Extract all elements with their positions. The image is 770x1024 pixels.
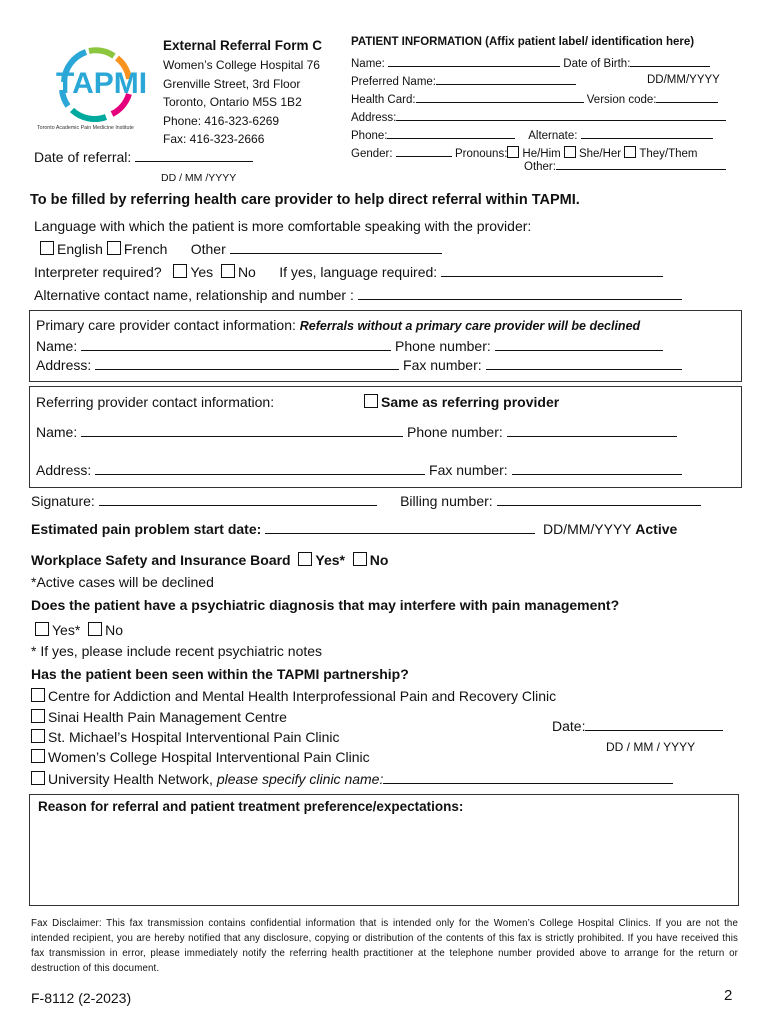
date-of-referral-format: DD / MM /YYYY bbox=[161, 172, 237, 184]
wsib-no-label: No bbox=[369, 552, 389, 568]
pronoun-they-label: They/Them bbox=[639, 148, 698, 160]
clinic-stmichaels-checkbox[interactable] bbox=[31, 729, 45, 743]
interpreter-yes-label: Yes bbox=[190, 264, 214, 280]
psych-yes-label: Yes* bbox=[52, 622, 81, 638]
clinic-option bbox=[31, 770, 673, 787]
pain-start-row bbox=[31, 520, 677, 537]
referring-address-field[interactable] bbox=[95, 461, 425, 475]
primary-care-heading-row bbox=[36, 317, 640, 333]
referring-address-row bbox=[36, 461, 682, 478]
gender-field[interactable] bbox=[396, 143, 452, 157]
signature-label: Signature: bbox=[31, 493, 95, 509]
address-line: Toronto, Ontario M5S 1B2 bbox=[163, 95, 302, 109]
same-as-referring-checkbox[interactable] bbox=[364, 394, 378, 408]
dob-format: DD/MM/YYYY bbox=[647, 74, 720, 86]
french-checkbox[interactable] bbox=[107, 241, 121, 255]
clinic-option bbox=[31, 688, 556, 704]
gender-label: Gender: bbox=[351, 148, 393, 160]
alt-contact-label: Alternative contact name, relationship and number : bbox=[34, 287, 354, 303]
primary-care-phone-field[interactable] bbox=[495, 337, 663, 351]
signature-field[interactable] bbox=[99, 492, 377, 506]
patient-alternate-field[interactable] bbox=[581, 125, 713, 139]
signature-row bbox=[31, 492, 701, 509]
pronoun-other-field[interactable] bbox=[556, 156, 726, 170]
patient-address-label: Address: bbox=[351, 112, 397, 124]
page-number: 2 bbox=[724, 987, 733, 1004]
seen-date-field[interactable] bbox=[585, 717, 723, 731]
other-language-field[interactable] bbox=[230, 240, 442, 254]
tapmi-logo-subtitle: Toronto Academic Pain Medicine Institute bbox=[37, 125, 134, 131]
primary-care-address-row bbox=[36, 356, 682, 373]
tapmi-logo bbox=[34, 34, 156, 140]
date-of-referral-row bbox=[34, 148, 253, 165]
primary-care-label: Primary care provider contact information: bbox=[36, 317, 296, 333]
psych-note: * If yes, please include recent psychiatric notes bbox=[31, 643, 323, 659]
form-title: External Referral Form C bbox=[163, 38, 323, 53]
pronoun-she-label: She/Her bbox=[578, 148, 622, 160]
date-of-referral-label: Date of referral: bbox=[34, 149, 132, 165]
referring-name-label: Name: bbox=[36, 424, 78, 440]
clinic-option bbox=[31, 749, 370, 765]
psych-question: Does the patient have a psychiatric diagnosis that may interfere with pain management? bbox=[31, 597, 620, 613]
tapmi-logo-text: TAPMI bbox=[56, 67, 148, 100]
pronoun-other-row bbox=[524, 156, 726, 176]
pronoun-other-label: Other: bbox=[524, 161, 556, 173]
alt-contact-row bbox=[34, 286, 682, 303]
clinic-camh-checkbox[interactable] bbox=[31, 688, 45, 702]
pain-active-label: Active bbox=[635, 521, 678, 537]
patient-address-row bbox=[351, 107, 726, 127]
english-label: English bbox=[57, 241, 103, 257]
referring-name-field[interactable] bbox=[81, 423, 403, 437]
language-question: Language with which the patient is more comfortable speaking with the provider: bbox=[34, 218, 532, 234]
pronoun-he-checkbox[interactable] bbox=[507, 146, 519, 158]
referring-address-label: Address: bbox=[36, 462, 92, 478]
primary-care-name-field[interactable] bbox=[81, 337, 391, 351]
patient-name-label: Name: bbox=[351, 58, 385, 70]
fax-disclaimer: Fax Disclaimer: This fax transmission contains confidential information that is intended only for the Women’s College Hospital Clinics. If you are not the intended recipient, you are hereby notified that any disclosure, copying or distribution of the contents of this fax is strictly prohibited. If you have received this fax transmission in error, please immediately notify the referring health practitioner at the telephone number provided above to arrange for the return or destruction of this document. bbox=[31, 918, 738, 974]
clinic-option bbox=[31, 729, 340, 745]
patient-phone-field[interactable] bbox=[387, 125, 515, 139]
clinic-wch-checkbox[interactable] bbox=[31, 749, 45, 763]
provider-section-heading: To be filled by referring health care provider to help direct referral within TAPMI. bbox=[30, 192, 580, 208]
pronouns-label: Pronouns: bbox=[454, 148, 508, 160]
patient-phone-row bbox=[351, 125, 713, 145]
clinic-uhn-label: University Health Network, bbox=[48, 771, 213, 787]
version-code-label: Version code: bbox=[586, 94, 657, 106]
clinic-uhn-field[interactable] bbox=[383, 770, 673, 784]
clinic-sinai-checkbox[interactable] bbox=[31, 709, 45, 723]
primary-care-address-label: Address: bbox=[36, 357, 92, 373]
psych-no-label: No bbox=[105, 622, 123, 638]
address-line: Phone: 416-323-6269 bbox=[163, 113, 280, 128]
clinic-camh-label: Centre for Addiction and Mental Health Interprofessional Pain and Recovery Clinic bbox=[48, 688, 557, 704]
primary-care-phone-label: Phone number: bbox=[395, 338, 491, 354]
primary-care-fax-field[interactable] bbox=[486, 356, 682, 370]
psych-options-row bbox=[35, 622, 123, 638]
primary-care-fax-label: Fax number: bbox=[403, 357, 482, 373]
patient-name-row bbox=[351, 53, 710, 73]
primary-care-address-field[interactable] bbox=[95, 356, 399, 370]
billing-number-label: Billing number: bbox=[400, 493, 493, 509]
wsib-label: Workplace Safety and Insurance Board bbox=[31, 552, 291, 568]
patient-alternate-label: Alternate: bbox=[528, 130, 578, 142]
referring-phone-field[interactable] bbox=[507, 423, 677, 437]
clinic-uhn-specify-label: please specify clinic name: bbox=[216, 771, 384, 787]
health-card-field[interactable] bbox=[416, 89, 584, 103]
interpreter-no-label: No bbox=[237, 264, 256, 280]
interpreter-yes-checkbox[interactable] bbox=[173, 264, 187, 278]
psych-no-checkbox[interactable] bbox=[88, 622, 102, 636]
pain-start-label: Estimated pain problem start date: bbox=[31, 521, 262, 537]
address-line: Women’s College Hospital 76 bbox=[163, 58, 320, 72]
version-code-field[interactable] bbox=[656, 89, 718, 103]
clinic-sinai-label: Sinai Health Pain Management Centre bbox=[48, 709, 287, 725]
health-card-label: Health Card: bbox=[351, 94, 416, 106]
date-of-referral-field[interactable] bbox=[135, 148, 253, 162]
clinic-stmichaels-label: St. Michael’s Hospital Interventional Pain Clinic bbox=[48, 729, 340, 745]
address-line: Fax: 416-323-2666 bbox=[163, 132, 265, 146]
primary-care-warning: Referrals without a primary care provider will be declined bbox=[299, 319, 641, 333]
clinic-wch-label: Women’s College Hospital Interventional Pain Clinic bbox=[48, 749, 370, 765]
seen-question: Has the patient been seen within the TAPMI partnership? bbox=[31, 666, 409, 682]
wsib-yes-label: Yes* bbox=[315, 552, 345, 568]
referring-label: Referring provider contact information: bbox=[36, 394, 275, 410]
other-language-label: Other bbox=[190, 241, 226, 257]
patient-address-field[interactable] bbox=[396, 107, 726, 121]
referring-fax-field[interactable] bbox=[512, 461, 682, 475]
wsib-row bbox=[31, 552, 388, 568]
language-required-field[interactable] bbox=[441, 263, 663, 277]
wsib-yes-checkbox[interactable] bbox=[298, 552, 312, 566]
alt-contact-field[interactable] bbox=[358, 286, 682, 300]
french-label: French bbox=[123, 241, 168, 257]
wsib-note: *Active cases will be declined bbox=[31, 574, 214, 590]
pronoun-he-label: He/Him bbox=[522, 148, 561, 160]
patient-info-heading: PATIENT INFORMATION (Affix patient label/ identification here) bbox=[351, 36, 695, 48]
hospital-address bbox=[163, 56, 320, 149]
patient-phone-label: Phone: bbox=[351, 130, 388, 142]
primary-care-name-row bbox=[36, 337, 663, 354]
pain-start-format: DD/MM/YYYY bbox=[542, 521, 632, 537]
language-options-row bbox=[40, 240, 442, 257]
clinic-option bbox=[31, 709, 287, 725]
patient-dob-label: Date of Birth: bbox=[563, 58, 631, 70]
preferred-name-row bbox=[351, 71, 576, 91]
interpreter-label: Interpreter required? bbox=[34, 264, 162, 280]
psych-yes-checkbox[interactable] bbox=[35, 622, 49, 636]
referring-heading-row bbox=[36, 394, 274, 410]
same-as-referring-row bbox=[364, 394, 559, 410]
interpreter-row bbox=[34, 263, 663, 280]
seen-date-row bbox=[552, 717, 723, 734]
preferred-name-label: Preferred Name: bbox=[351, 76, 437, 88]
billing-number-field[interactable] bbox=[497, 492, 701, 506]
english-checkbox[interactable] bbox=[40, 241, 54, 255]
referring-name-row bbox=[36, 423, 677, 440]
patient-name-field[interactable] bbox=[388, 53, 560, 67]
language-required-label: If yes, language required: bbox=[279, 264, 438, 280]
health-card-row bbox=[351, 89, 718, 109]
address-line: Grenville Street, 3rd Floor bbox=[163, 76, 301, 91]
interpreter-no-checkbox[interactable] bbox=[221, 264, 235, 278]
preferred-name-field[interactable] bbox=[436, 71, 576, 85]
primary-care-name-label: Name: bbox=[36, 338, 78, 354]
wsib-no-checkbox[interactable] bbox=[353, 552, 367, 566]
clinic-uhn-checkbox[interactable] bbox=[31, 771, 45, 785]
patient-dob-field[interactable] bbox=[630, 53, 710, 67]
seen-date-format: DD / MM / YYYY bbox=[606, 740, 696, 754]
form-id: F-8112 (2-2023) bbox=[31, 990, 132, 1006]
same-as-referring-label: Same as referring provider bbox=[381, 394, 560, 410]
pain-start-field[interactable] bbox=[265, 520, 535, 534]
reason-heading: Reason for referral and patient treatment preference/expectations: bbox=[38, 799, 464, 814]
referring-phone-label: Phone number: bbox=[407, 424, 503, 440]
referring-fax-label: Fax number: bbox=[429, 462, 508, 478]
seen-date-label: Date: bbox=[552, 718, 586, 734]
